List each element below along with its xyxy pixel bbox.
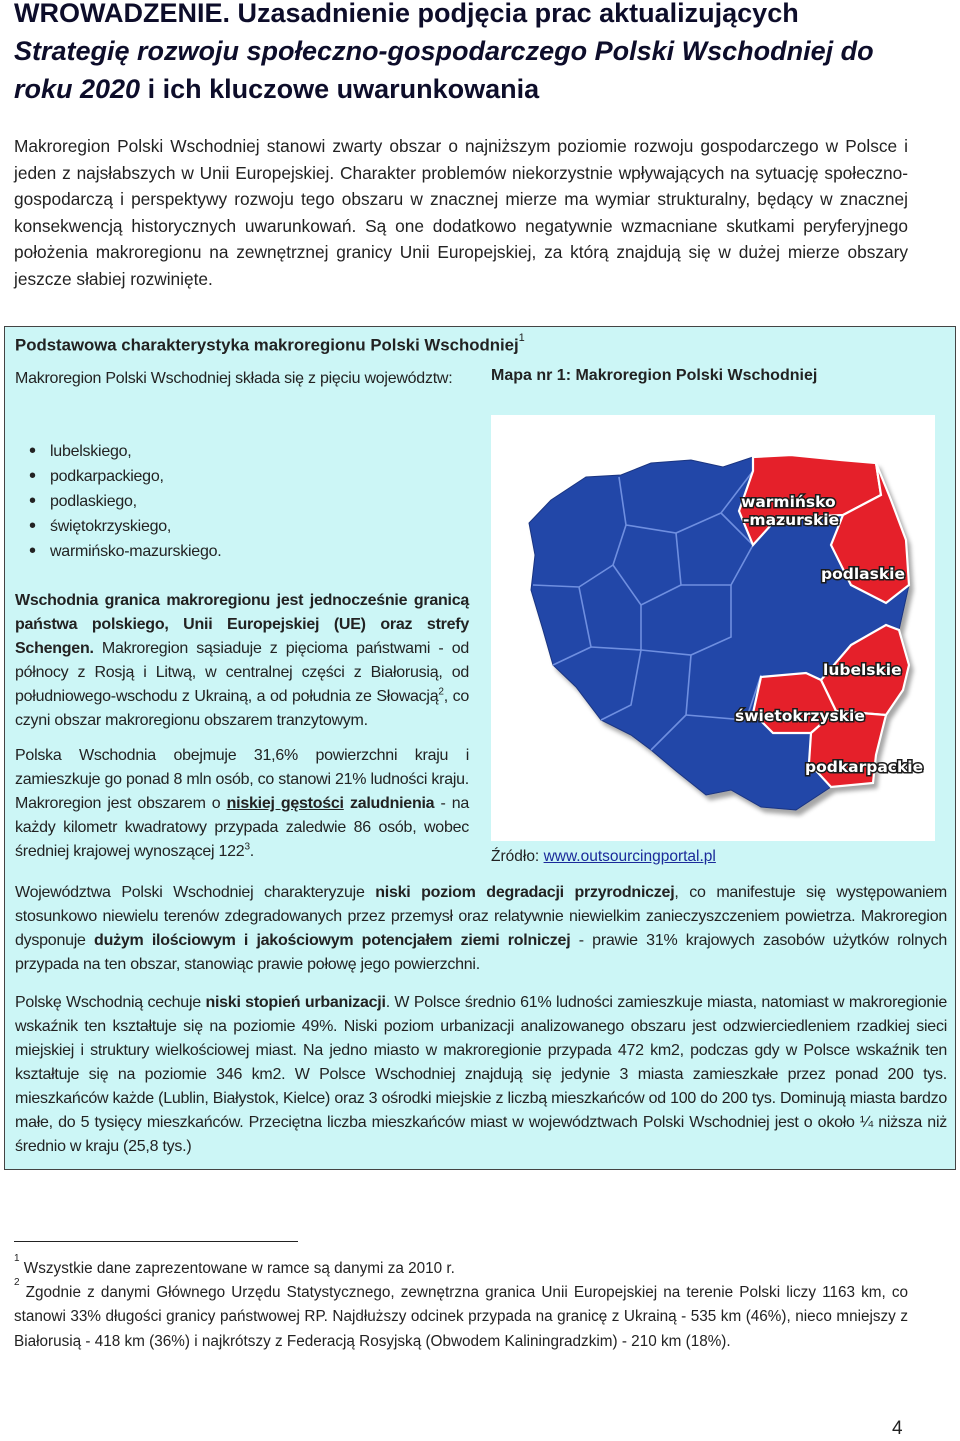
intro-paragraph: Makroregion Polski Wschodniej stanowi zwarty obszar o najniższym poziomie rozwoju gospodarczego w Polsce i jeden z najsłabszych w Unii Europejskiej. Charakter problemów niekorzystnie wpływających na sytuację społeczno-gospodarczą i perspektywy rozwoju tego obszaru w znacznej mierze ma wymiar strukturalny, będący w znacznej konsekwencją historycznych uwarunkowań. Są one dodatkowo negatywnie wzmacniane skutkami peryferyjnego położenia makroregionu na zewnętrznej granicy Unii Europejskiej, za którą znajdują się w dużej mierze obszary jeszcze słabiej rozwinięte. (14, 136, 908, 289)
label-mazurskie: -mazurskie (743, 511, 840, 529)
border-text: Makroregion sąsiaduje z pięcioma państwami - od północy z Rosją i Litwą, w centralnej części z Białorusią, od południowego-wschodu z Ukrainą, a od południa ze Słowacją (15, 640, 469, 705)
footnote-number: 1 (14, 1253, 20, 1264)
border-bold-statement: Wschodnia granica makroregionu jest jednocześnie granicą państwa polskiego, Unii Europejskiej (UE) oraz strefy Schengen. (15, 592, 469, 657)
map-title: Mapa nr 1: Makroregion Polski Wschodniej (491, 367, 818, 384)
list-item: • podlaskiego, (15, 489, 469, 514)
border-paragraph (15, 589, 469, 733)
makroregion-intro: Makroregion Polski Wschodniej składa się z pięciu województw: (15, 370, 453, 387)
footnote-ref-1[interactable]: 1 (518, 332, 525, 344)
border-text-end: , co czyni obszar makroregionu obszarem tranzytowym. (15, 688, 470, 729)
degradation-text-2: , co manifestuje się występowaniem stosunkowo niewielu terenów zdegradowanych przez przemysł oraz relatywnie niewielkim zanieczyszczeniem powietrza. Makroregion dysponuje (15, 884, 948, 949)
label-warminsko: warmińsko (741, 493, 836, 511)
label-podlaskie: podlaskie (821, 565, 905, 583)
footnote-number: 2 (14, 1277, 20, 1288)
characteristics-box (4, 326, 956, 1170)
page-number: 4 (892, 1418, 903, 1439)
list-item: • świętokrzyskiego, (15, 514, 469, 539)
label-lubelskie: lubelskie (823, 661, 902, 679)
label-podkarpackie: podkarpackie (805, 758, 924, 776)
source-prefix: Źródło: (491, 848, 544, 865)
footnote-2 (14, 1277, 908, 1354)
footnote-separator (14, 1241, 298, 1242)
population-bold-density: niskiej gęstości (226, 795, 344, 812)
footnote-ref-2[interactable]: 2 (438, 686, 444, 698)
box-title-text: Podstawowa charakterystyka makroregionu Polski Wschodniej (15, 335, 519, 355)
agricultural-bold: dużym ilościowym i jakościowym potencjałem ziemi rolniczej (94, 932, 571, 949)
degradation-text-3: - prawie 31% krajowych zasobów użytków rolnych przypada na ten obszar, stanowiąc prawie połowę jego powierzchni. (15, 932, 948, 973)
population-bold-zaludnienia: zaludnienia (349, 795, 435, 812)
list-item: • podkarpackiego, (15, 464, 469, 489)
poland-map (491, 415, 935, 841)
list-item: • lubelskiego, (15, 439, 469, 464)
label-swietokrzyskie: świetokrzyskie (735, 707, 865, 725)
voivodeship-list (15, 439, 469, 564)
population-text: Polska Wschodnia obejmuje 31,6% powierzchni kraju i zamieszkuje go ponad 8 mln osób, co stanowi 21% ludności kraju. Makroregion jest obszarem o (15, 747, 469, 812)
heading-part3: i ich kluczowe uwarunkowania (140, 74, 540, 104)
footnote-ref-3[interactable]: 3 (244, 841, 250, 853)
footnote-text: Wszystkie dane zaprezentowane w ramce są danymi za 2010 r. (19, 1260, 455, 1278)
degradation-bold: niski poziom degradacji przyrodniczej (375, 884, 675, 901)
population-paragraph (15, 744, 469, 864)
map-source (491, 848, 716, 866)
urbanization-text: Polskę Wschodnią cechuje (15, 994, 206, 1011)
heading-strategy-title: Strategię rozwoju społeczno-gospodarczego Polski Wschodniej do roku 2020 (14, 36, 874, 104)
heading-part1: WROWADZENIE. Uzasadnienie podjęcia prac aktualizujących (14, 0, 799, 28)
urbanization-paragraph (15, 991, 947, 1159)
source-link[interactable]: www.outsourcingportal.pl (543, 848, 716, 865)
population-text-2: - na każdy kilometr kwadratowy przypada zaledwie 86 osób, wobec średniej krajowej wynoszącej 122 (15, 795, 470, 860)
degradation-text: Województwa Polski Wschodniej charakteryzuje (15, 884, 376, 901)
urbanization-text-2: . W Polsce średnio 61% ludności zamieszkuje miasta, natomiast w makroregionie wskaźnik ten kształtuje się na poziomie 49%. Niski poziom urbanizacji analizowanego obszaru jest odzwierciedleniem rzadkiej sieci miejskiej i struktury wielkościowej miast. Na jedno miasto w makroregionie przypada 472 km2, podczas gdy w Polsce wskaźnik ten kształtuje się na poziomie 346 km2. W Polsce Wschodniej znajdują się jedynie 3 miasta zamieszkałe przez ponad 200 tys. mieszkańców każde (Lublin, Białystok, Kielce) oraz 3 ośrodki miejskie z liczbą mieszkańców od 100 do 200 tys. Dominują miasta bardzo małe, do 5 tysięcy mieszkańców. Przeciętna liczba mieszkańców miast w województwach Polski Wschodniej jest o około ¼ niższa niż średnio w kraju (25,8 tys.) (15, 994, 948, 1155)
footnote-text: Zgodnie z danymi Głównego Urzędu Statystycznego, zewnętrzna granica Unii Europejskiej na terenie Polski liczy 1163 km, co stanowi 33% długości granicy państwowej RP. Najdłuższy odcinek przypada na granicę z Ukrainą - 535 km (46%), nieco mniejszy z Białorusią - 418 km (36%) i najkrótszy z Federacją Rosyjską (Obwodem Kaliningradzkim) - 210 km (18%). (14, 1284, 908, 1350)
list-item: • warmińsko-mazurskiego. (15, 539, 469, 564)
box-title (15, 332, 525, 356)
document-heading (14, 0, 914, 108)
urbanization-bold: niski stopień urbanizacji (205, 994, 386, 1011)
map-image (491, 415, 935, 841)
population-text-end: . (249, 843, 254, 860)
degradation-paragraph (15, 881, 947, 977)
